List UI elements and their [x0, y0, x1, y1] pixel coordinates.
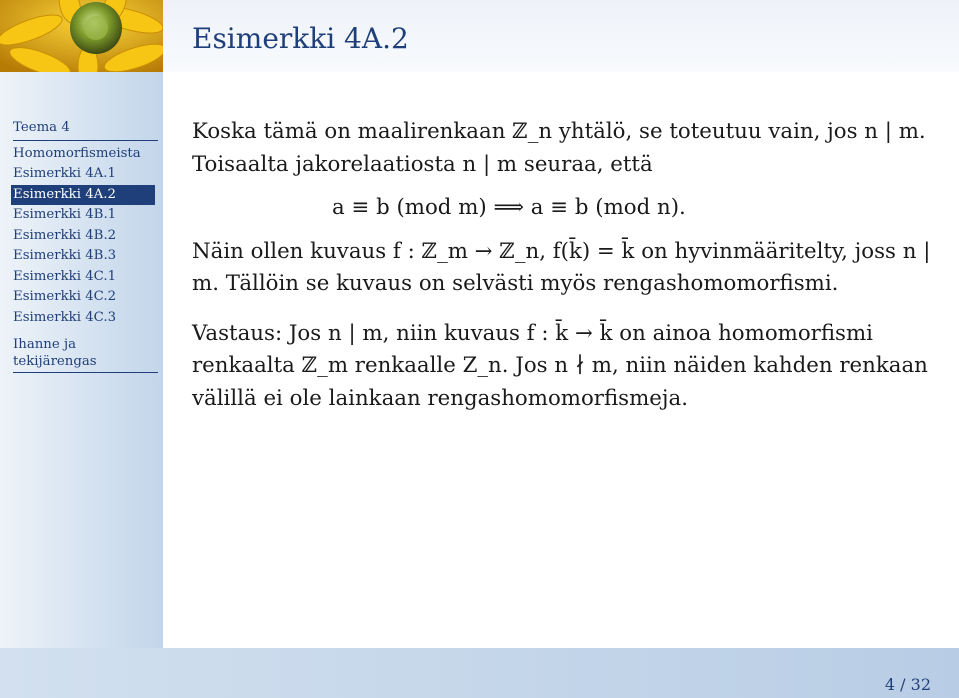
sidebar-item-teema-4[interactable]: Teema 4 — [13, 118, 158, 141]
sidebar-item-tekijarengas[interactable]: tekijärengas — [13, 353, 158, 373]
sidebar-item-ihanne-ja[interactable]: Ihanne ja — [13, 337, 77, 352]
sidebar-item-esimerkki-4c2[interactable]: Esimerkki 4C.2 — [13, 289, 117, 304]
congruence-equation: a ≡ b (mod m) ⟹ a ≡ b (mod n). — [332, 195, 686, 220]
sidebar-item-esimerkki-4a2[interactable]: Esimerkki 4A.2 — [11, 185, 155, 206]
answer-paragraph: Vastaus: Jos n | m, niin kuvaus f : k̄ → k̄ on ainoa homomorfismi renkaalta ℤ_m renkaalle Z_n. Jos n ∤ m, niin näiden kahden renkaan välillä ei ole lainkaan rengashomomorfismeja. — [192, 320, 928, 411]
page-total: 32 — [910, 675, 931, 694]
page-current: 4 — [884, 675, 896, 694]
slide-title: Esimerkki 4A.2 — [192, 22, 409, 55]
paragraph-2: Näin ollen kuvaus f : ℤ_m → ℤ_n, f(k̄) = k̄ on hyvinmääritelty, joss n | m. Tällöin se kuvaus on selvästi myös rengashomomorfismi. — [192, 238, 931, 296]
slide-header — [163, 0, 959, 72]
sidebar-item-esimerkki-4b2[interactable]: Esimerkki 4B.2 — [13, 227, 117, 243]
page-number — [885, 675, 931, 694]
sidebar-item-esimerkki-4c1[interactable]: Esimerkki 4C.1 — [13, 268, 117, 284]
sidebar-item-esimerkki-4c3[interactable]: Esimerkki 4C.3 — [13, 309, 117, 325]
page-separator: / — [900, 675, 906, 694]
paragraph-1: Koska tämä on maalirenkaan ℤ_n yhtälö, se toteutuu vain, jos n | m. Toisaalta jakorelaatiosta n | m seuraa, että — [192, 119, 926, 177]
sidebar-item-esimerkki-4b3[interactable]: Esimerkki 4B.3 — [13, 248, 117, 263]
sidebar — [0, 0, 163, 698]
sunflower-logo — [0, 0, 163, 72]
slide-footer — [0, 648, 959, 698]
sidebar-item-esimerkki-4b1[interactable]: Esimerkki 4B.1 — [13, 207, 117, 222]
sunflower-icon — [0, 0, 163, 72]
slide-content — [192, 116, 932, 415]
sidebar-item-homomorfismeista[interactable]: Homomorfismeista — [13, 145, 141, 161]
sidebar-nav — [13, 118, 158, 373]
sidebar-item-esimerkki-4a1[interactable]: Esimerkki 4A.1 — [13, 166, 116, 181]
